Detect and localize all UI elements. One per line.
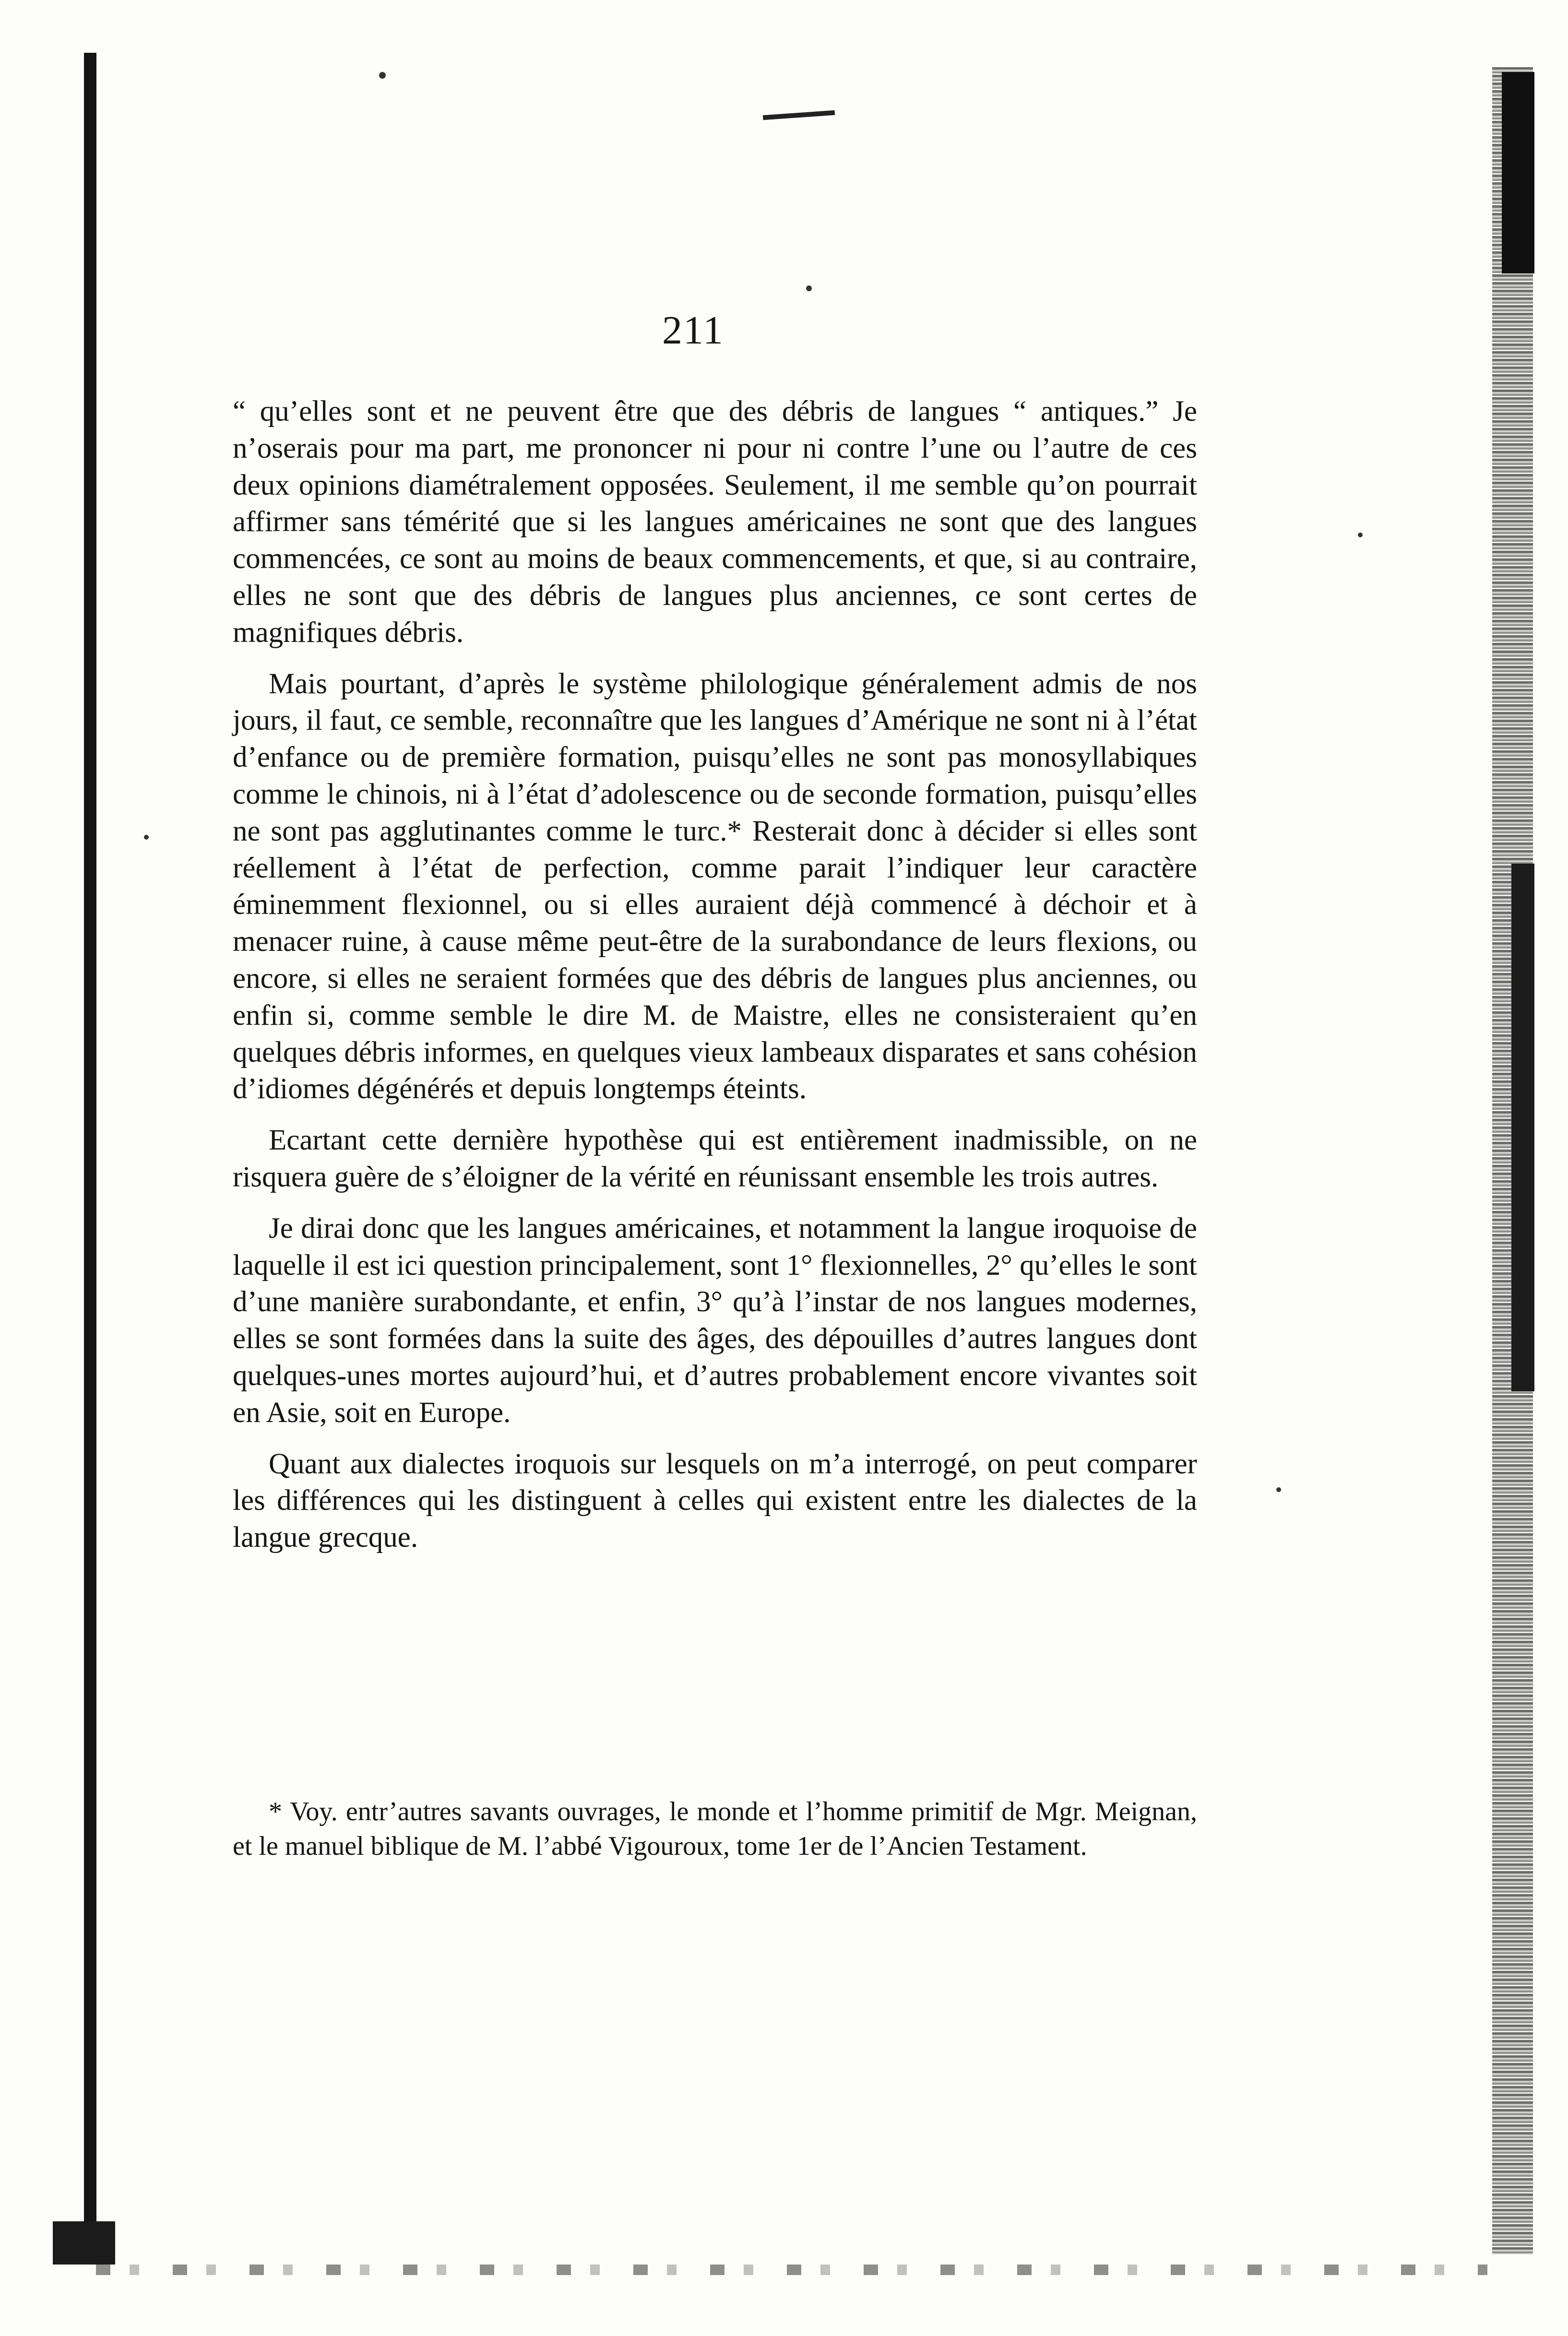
paragraph: Mais pourtant, d’après le système philologique généralement admis de nos jours, il faut, ce semble, reconnaître que les langues d’Amérique ne sont ni à l’état d’enfance ou de première formation, puisqu’elles ne sont pas monosyllabiques comme le chinois, ni à l’état d’adolescence ou de seconde formation, puisqu’elles ne sont pas agglutinantes comme le turc.* Resterait donc à décider si elles sont réellement à l’état de perfection, comme parait l’indiquer leur caractère éminemment flexionnel, ou si elles auraient déjà commencé à déchoir et à menacer ruine, à cause même peut-être de la surabondance de leurs flexions, ou encore, si elles ne seraient formées que des débris de langues plus anciennes, ou enfin si, comme semble le dire M. de Maistre, elles ne consisteraient qu’en quelques débris informes, en quelques vieux lambeaux disparates et sans cohésion d’idiomes dégénérés et depuis longtemps éteints. — [233, 667, 1197, 1105]
bottom-edge-noise — [96, 2265, 1487, 2275]
binding-edge-foot — [53, 2221, 115, 2265]
paragraph: Je dirai donc que les langues américaines, et notamment la langue iroquoise de laquelle il est ici question principalement, sont 1° flexionnelles, 2° qu’elles le sont d’une manière surabondante, et enfin, 3° qu’à l’instar de nos langues modernes, elles se sont formées dans la suite des âges, des dépouilles d’autres langues dont quelques-unes mortes aujourd’hui, et d’autres probablement encore vivantes soit en Asie, soit en Europe. — [233, 1212, 1197, 1429]
page-number: 211 — [662, 308, 724, 353]
page-edge-dark-top — [1502, 72, 1534, 273]
ink-speck — [144, 835, 149, 840]
paragraph: Ecartant cette dernière hypothèse qui est entièrement inadmissible, on ne risquera guère de s’éloigner de la vérité en réunissant ensemble les trois autres. — [233, 1124, 1197, 1193]
page-edge-dark-middle — [1511, 864, 1534, 1391]
ink-speck — [1276, 1487, 1281, 1492]
body-text — [233, 393, 1197, 1556]
footnote: * Voy. entr’autres savants ouvrages, le monde et l’homme primitif de Mgr. Meignan, et le manuel biblique de M. l’abbé Vigouroux, tome 1er de l’Ancien Testament. — [233, 1797, 1197, 1861]
ink-speck — [1358, 533, 1363, 537]
ink-speck — [379, 72, 386, 79]
binding-edge-shadow — [84, 53, 96, 2265]
paragraph: Quant aux dialectes iroquois sur lesquels on m’a interrogé, on peut comparer les différences qui les distinguent à celles qui existent entre les dialectes de la langue grecque. — [233, 1447, 1197, 1554]
ink-mark — [763, 110, 835, 120]
ink-speck — [806, 285, 812, 291]
paragraph: “ qu’elles sont et ne peuvent être que des débris de langues “ antiques.” Je n’oserais pour ma part, me prononcer ni pour ni contre l’une ou l’autre de ces deux opinions diamétralement opposées. Seulement, il me semble qu’on pourrait affirmer sans témérité que si les langues américaines ne sont que des langues commencées, ce sont au moins de beaux commencements, et que, si au contraire, elles ne sont que des débris de langues plus anciennes, ce sont certes de magnifiques débris. — [233, 395, 1197, 649]
